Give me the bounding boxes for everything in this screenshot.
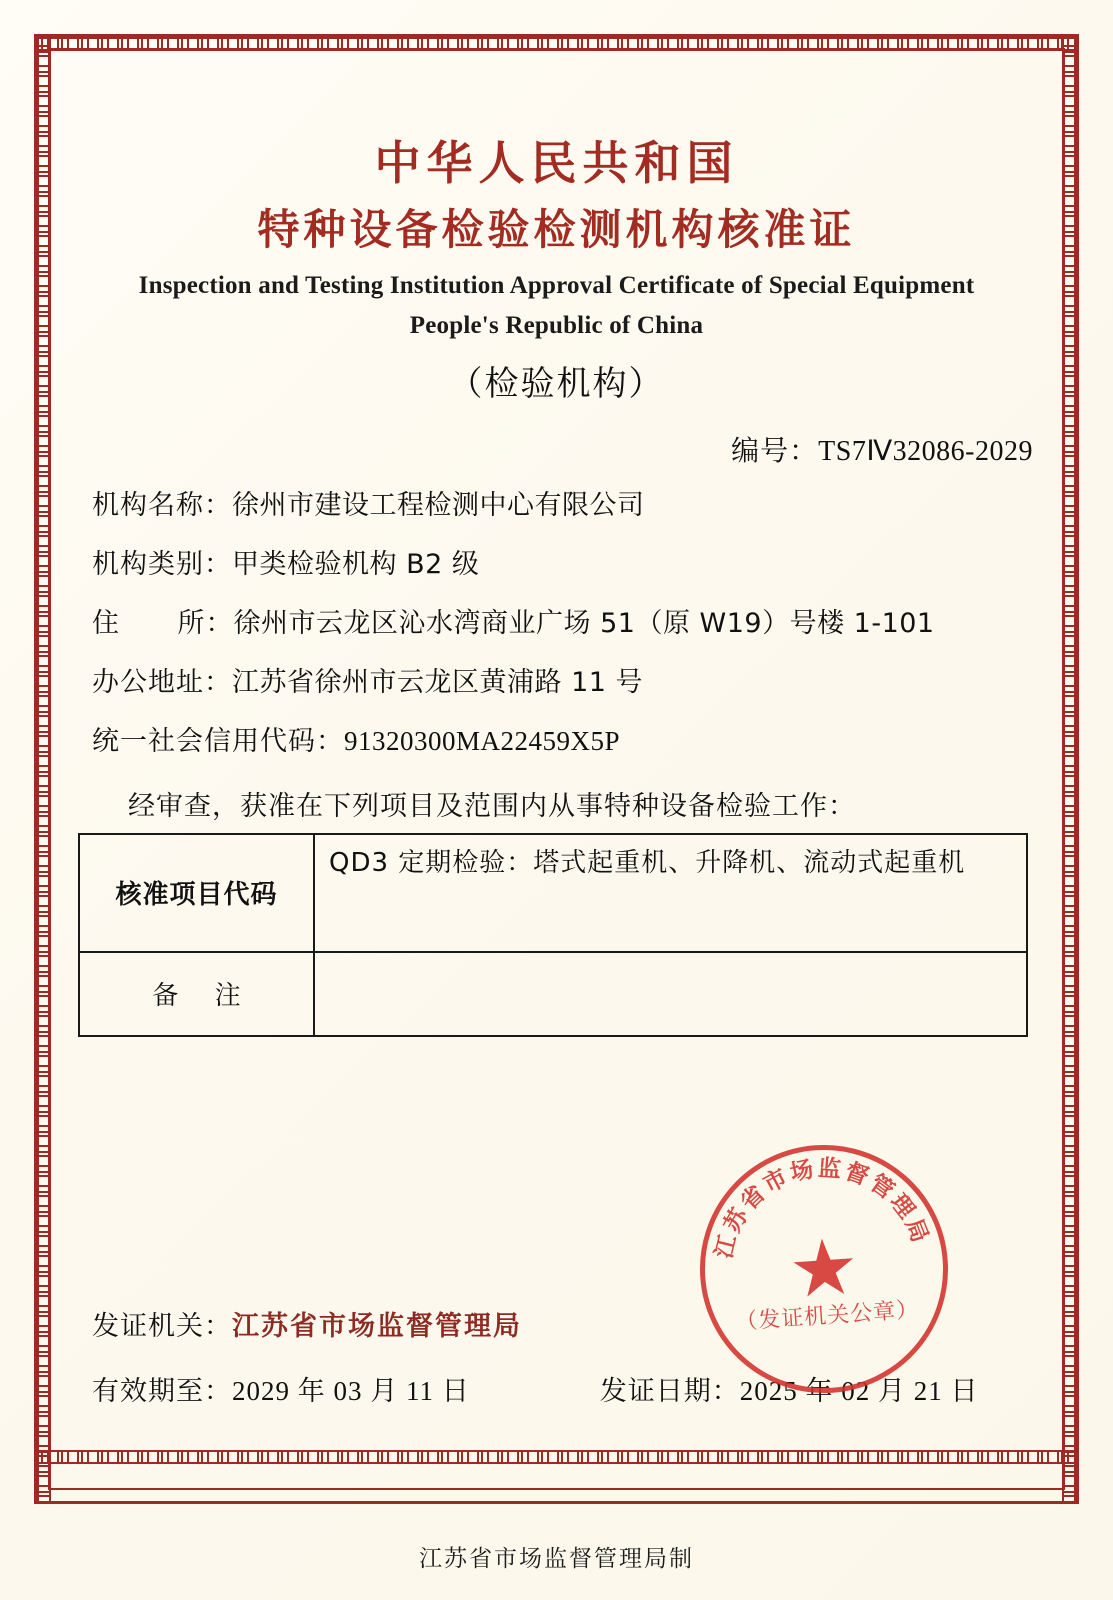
issue-date-value: 2025 年 02 月 21 日 (739, 1376, 979, 1406)
subtitle-category: （检验机构） (448, 363, 665, 404)
serial-label: 编号： (731, 433, 819, 467)
issuer-label: 发证机关： (92, 1311, 232, 1342)
title-chinese-main: 特种设备检验检测机构核准证 (257, 205, 856, 255)
field-credit-code (92, 719, 1043, 758)
table-header-remarks: 备 注 (79, 952, 314, 1036)
field-label: 办公地址： (92, 666, 232, 698)
serial-row (70, 429, 1043, 469)
title-english-main: Inspection and Testing Institution Approval Certificate of Special Equipment (138, 271, 975, 299)
field-office-address (92, 660, 1043, 699)
approval-table (78, 833, 1028, 1037)
issuer-name: 江苏省市场监督管理局 (232, 1311, 522, 1342)
serial-value: TS7Ⅳ32086-2029 (818, 435, 1033, 467)
official-seal (692, 1137, 957, 1402)
valid-until-label: 有效期至： (92, 1376, 232, 1407)
field-value: 甲类检验机构 B2 级 (232, 548, 480, 580)
seal-arc-label: 江苏省市场监督管理局 (711, 1155, 934, 1261)
field-value: 徐州市云龙区沁水湾商业广场 51（原 W19）号楼 1-101 (233, 607, 935, 639)
field-institution-name (92, 483, 1043, 522)
table-row (79, 952, 1027, 1036)
approval-statement: 经审查，获准在下列项目及范围内从事特种设备检验工作： (128, 790, 856, 822)
valid-until (92, 1369, 470, 1408)
seal-center-label: （发证机关公章） (734, 1297, 920, 1336)
field-list (70, 483, 1043, 758)
table-value-project-code: QD3 定期检验：塔式起重机、升降机、流动式起重机 (314, 834, 1027, 952)
seal-star-icon: ★ (786, 1222, 862, 1315)
title-chinese-country: 中华人民共和国 (374, 136, 739, 190)
field-value: 徐州市建设工程检测中心有限公司 (232, 489, 645, 521)
field-label: 机构类别： (92, 548, 232, 580)
field-institution-category (92, 542, 1043, 581)
field-label: 机构名称： (92, 489, 232, 521)
field-label: 住 所： (92, 607, 234, 639)
bottom-note: 江苏省市场监督管理局制 (419, 1546, 694, 1572)
field-label: 统一社会信用代码： (92, 725, 344, 757)
field-value: 91320300MA22459X5P (344, 725, 621, 756)
table-row (79, 834, 1027, 952)
valid-until-value: 2029 年 03 月 11 日 (232, 1376, 470, 1406)
table-header-project-code: 核准项目代码 (79, 834, 314, 952)
field-residence-address (92, 601, 1043, 640)
field-value: 江苏省徐州市云龙区黄浦路 11 号 (232, 666, 644, 698)
table-value-remarks (314, 952, 1027, 1036)
issue-date-label: 发证日期： (599, 1376, 740, 1407)
title-english-country: People's Republic of China (409, 311, 704, 339)
